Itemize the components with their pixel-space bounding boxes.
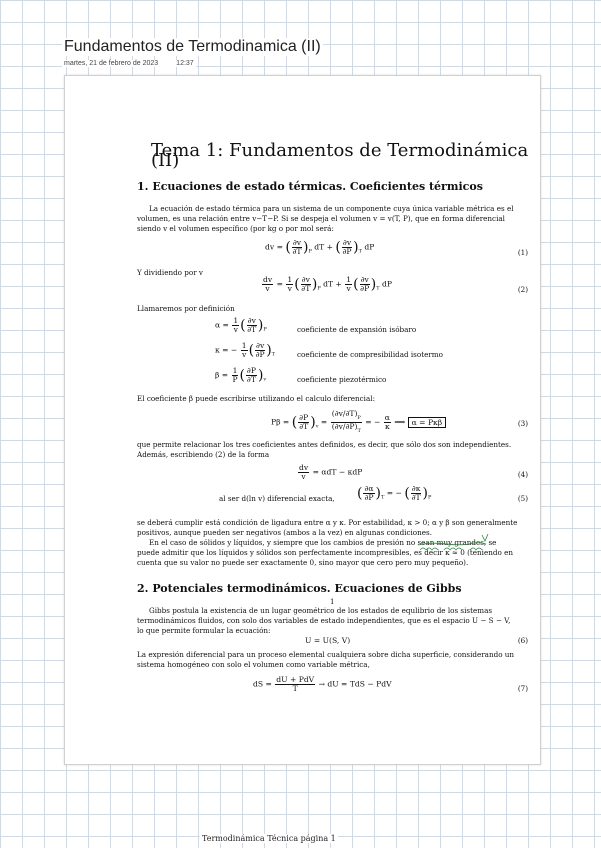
beta-label: coeficiente piezotérmico	[297, 375, 387, 384]
equation-4: $\frac{dv}{v}$ = αdT − κdP	[299, 463, 363, 481]
note-meta	[62, 60, 196, 67]
equation-5-lead: al ser d(ln v) diferencial exacta,	[219, 494, 335, 503]
paragraph-4-line-4: puede admitir que los líquidos y sólidos son perfectamente incompresibles, es decir κ ≈ 0 (teniendo en	[137, 548, 513, 557]
equation-3-number: (3)	[517, 419, 528, 428]
note-title: Fundamentos de Termodinamica (II)	[64, 38, 321, 55]
kappa-label: coeficiente de compresibilidad isotermo	[297, 350, 443, 359]
note-time: 12:37	[176, 60, 194, 67]
equation-7: dS = $\frac{\text{dU + PdV}}{T}$ → dU = TdS − PdV	[253, 675, 392, 693]
paragraph-3-line-2: Además, escribiendo (2) de la forma	[137, 450, 270, 459]
equation-5: ( $\frac{\partial\alpha}{\partial P}$ )$_T$ = − ( $\frac{\partial\kappa}{\partial T}$ )$_P$	[357, 484, 432, 502]
equation-5-number: (5)	[517, 494, 528, 503]
equation-2: $\frac{dv}{v}$ = $\frac{1}{v}$ ( $\frac{\partial v}{\partial T}$ )$_P$ dT + $\frac{1}{v}$ ( $\frac{\partial v}{\partial P}$ )$_T$ dP	[263, 275, 392, 293]
equation-6-number: (6)	[517, 636, 528, 645]
paragraph-6-line-1: La expresión diferencial para un proceso elemental cualquiera sobre dicha superficie, considerando un	[137, 650, 515, 659]
equation-1: dv = ( $\frac{\partial v}{\partial T}$ )$_P$ dT + ( $\frac{\partial v}{\partial P}$ )$_T$ dP	[265, 238, 375, 256]
equation-3: Pβ = ( $\frac{\partial P}{\partial T}$ )$_v$ = $\frac{(\partial v/\partial T)_P}{(\partial v/\partial P)_T}$ = − $\frac{\alpha}{\kappa}$ ⟹ α = Pκβ	[271, 410, 446, 435]
beta-definition: β = $\frac{1}{P}$ ( $\frac{\partial P}{\partial T}$ )$_v$	[215, 366, 267, 384]
section-1-heading: 1. Ecuaciones de estado térmicas. Coeficientes térmicos	[137, 180, 483, 193]
handwritten-annotation	[416, 533, 490, 555]
note-date: martes, 21 de febrero de 2023	[64, 60, 159, 67]
paragraph-2: El coeficiente β puede escribirse utilizando el calculo diferencial:	[137, 394, 375, 403]
alpha-label: coeficiente de expansión isóbaro	[297, 325, 417, 334]
equation-7-number: (7)	[517, 684, 528, 693]
paragraph-4-line-3: En el caso de sólidos y líquidos, y siempre que los cambios de presión no sean muy grandes, se	[149, 538, 497, 547]
equation-2-number: (2)	[517, 285, 528, 294]
paragraph-1-line-1: La ecuación de estado térmica para un sistema de un componente cuya única variable métrica es el	[149, 204, 514, 213]
alpha-definition: α = $\frac{1}{v}$ ( $\frac{\partial v}{\partial T}$ )$_P$	[215, 316, 267, 334]
paragraph-4-line-2: positivos, aunque pueden ser negativos (ambos a la vez) en algunas condiciones.	[137, 528, 432, 537]
paragraph-4-line-1: se deberá cumplir está condición de ligadura entre α y κ. Por estabilidad, κ > 0; α y β son generalmente	[137, 518, 518, 527]
kappa-definition: κ = − $\frac{1}{v}$ ( $\frac{\partial v}{\partial P}$ )$_T$	[215, 341, 276, 359]
paragraph-5-line-2: termodinámicos fluidos, con solo dos variables de estado independientes, que es el espacio U − S − V,	[137, 616, 511, 625]
document-title: Tema 1: Fundamentos de Termodinámica (II)	[151, 140, 529, 171]
definition-intro: Llamaremos por definición	[137, 304, 235, 313]
equation-1-number: (1)	[517, 248, 528, 257]
dividing-text: Y dividiendo por v	[137, 268, 203, 277]
paragraph-1-line-3: siendo v el volumen específico (por kg o por mol será:	[137, 224, 334, 233]
eq7-rhs: → dU = TdS − PdV	[318, 679, 392, 689]
page-number: 1	[330, 598, 335, 606]
page-footer: Termodinámica Técnica página 1	[202, 834, 336, 843]
section-2-heading: 2. Potenciales termodinámicos. Ecuaciones de Gibbs	[137, 582, 462, 595]
paragraph-5-line-1: Gibbs postula la existencia de un lugar geométrico de los estados de equlibrio de los sistemas	[149, 606, 493, 615]
eq4-rhs: = αdT − κdP	[312, 467, 363, 477]
paragraph-3-line-1: que permite relacionar los tres coeficientes antes definidos, es decir, que sólo dos son independientes.	[137, 440, 512, 449]
equation-6: U = U(S, V)	[305, 636, 351, 645]
equation-3-result: α = Pκβ	[408, 417, 447, 428]
eq1-lhs: dv =	[265, 242, 283, 252]
paragraph-1-line-2: volumen, es una relación entre v−T−P. Si se despeja el volumen v = v(T, P), que en forma diferencial	[137, 214, 505, 223]
eq7-lhs: dS =	[253, 679, 272, 689]
equation-4-number: (4)	[517, 470, 528, 479]
document-page	[64, 75, 541, 765]
paragraph-4-line-5: cuenta que su valor no puede ser exactamente 0, sino mayor que cero pero muy pequeño).	[137, 558, 469, 567]
paragraph-5-line-3: lo que permite formular la ecuación:	[137, 626, 271, 635]
paragraph-6-line-2: sistema homogéneo con solo el volumen como variable métrica,	[137, 660, 370, 669]
